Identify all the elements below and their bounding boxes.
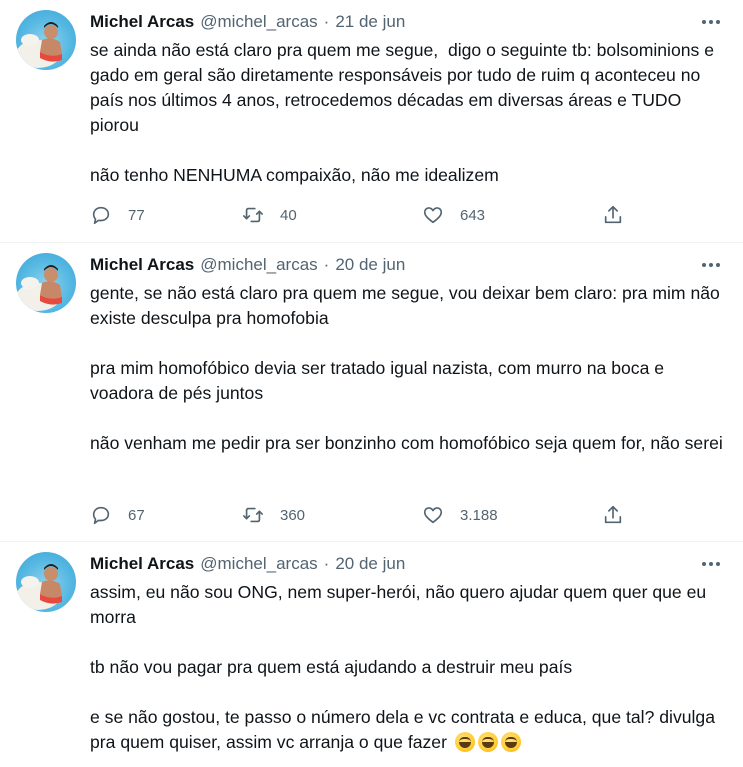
author-handle[interactable]: @michel_arcas [200, 12, 318, 31]
more-dot-icon [702, 263, 706, 267]
more-dot-icon [702, 20, 706, 24]
more-dot-icon [702, 562, 706, 566]
tweet-date[interactable]: 21 de jun [335, 12, 406, 31]
share-icon [602, 204, 624, 226]
reply-count: 67 [128, 506, 145, 524]
avatar-photo-icon [16, 10, 76, 70]
tweet-date[interactable]: 20 de jun [335, 255, 406, 274]
heart-icon [422, 504, 444, 526]
avatar-photo-icon [16, 552, 76, 612]
reply-icon [90, 204, 112, 226]
heart-icon [422, 204, 444, 226]
retweet-icon [242, 204, 264, 226]
tweet-paragraph: se ainda não está claro pra quem me segue, digo o seguinte tb: bolsominions e gado em geral são diretamente responsáveis por tudo de ruim q aconteceu no país nos últimos 4 anos, retrocedemos décadas em diversas áreas e TUDO piorou [90, 40, 719, 135]
more-dot-icon [716, 20, 720, 24]
tweet-date[interactable]: 20 de jun [335, 554, 406, 573]
tweet-header [90, 12, 727, 36]
retweet-button[interactable] [242, 504, 422, 526]
tweet-paragraph: assim, eu não sou ONG, nem super-herói, não quero ajudar quem quer que eu morra [90, 582, 712, 627]
separator-dot: · [323, 554, 330, 573]
reply-count: 77 [128, 206, 145, 224]
more-dot-icon [716, 263, 720, 267]
more-options-button[interactable] [701, 257, 721, 273]
author-name[interactable]: Michel Arcas [90, 554, 195, 573]
reply-icon [90, 504, 112, 526]
author-handle[interactable]: @michel_arcas [200, 255, 318, 274]
like-button[interactable] [422, 204, 602, 226]
tweet-paragraph: e se não gostou, te passo o número dela e vc contrata e educa, que tal? divulga pra quem quiser, assim vc arranja o que fazer [90, 707, 720, 752]
share-button[interactable] [602, 204, 632, 226]
tweet-paragraph-last [90, 705, 727, 755]
avatar[interactable] [16, 10, 76, 70]
avatar[interactable] [16, 552, 76, 612]
like-count: 3.188 [460, 506, 498, 524]
more-options-button[interactable] [701, 14, 721, 30]
tweet-text [90, 580, 727, 755]
tweet-header [90, 255, 727, 279]
tweet[interactable] [0, 243, 743, 542]
retweet-count: 360 [280, 506, 306, 524]
retweet-count: 40 [280, 206, 297, 224]
author-name[interactable]: Michel Arcas [90, 255, 195, 274]
retweet-icon [242, 504, 264, 526]
more-dot-icon [709, 20, 713, 24]
share-icon [602, 504, 624, 526]
author-name[interactable]: Michel Arcas [90, 12, 195, 31]
tweet-actions [90, 203, 727, 227]
grinning-face-icon [478, 732, 498, 752]
tweet-paragraph: pra mim homofóbico devia ser tratado igual nazista, com murro na boca e voadora de pés juntos [90, 358, 669, 403]
reply-button[interactable] [90, 504, 242, 526]
author-handle[interactable]: @michel_arcas [200, 554, 318, 573]
tweet-text [90, 281, 727, 456]
separator-dot: · [323, 12, 330, 31]
like-button[interactable] [422, 504, 602, 526]
grinning-face-icon [455, 732, 475, 752]
tweet-header [90, 554, 727, 578]
more-dot-icon [716, 562, 720, 566]
more-dot-icon [709, 263, 713, 267]
tweet-actions [90, 503, 727, 527]
tweet-text [90, 38, 727, 188]
retweet-button[interactable] [242, 204, 422, 226]
tweet-paragraph: não tenho NENHUMA compaixão, não me idealizem [90, 165, 499, 185]
more-dot-icon [709, 562, 713, 566]
like-count: 643 [460, 206, 486, 224]
share-button[interactable] [602, 504, 632, 526]
tweet-paragraph: não venham me pedir pra ser bonzinho com homofóbico seja quem for, não serei [90, 433, 723, 453]
avatar[interactable] [16, 253, 76, 313]
tweet[interactable] [0, 0, 743, 243]
more-options-button[interactable] [701, 556, 721, 572]
avatar-photo-icon [16, 253, 76, 313]
tweet-paragraph: tb não vou pagar pra quem está ajudando a destruir meu país [90, 657, 573, 677]
grinning-face-icon [501, 732, 521, 752]
tweet-paragraph: gente, se não está claro pra quem me segue, vou deixar bem claro: pra mim não existe desculpa pra homofobia [90, 283, 725, 328]
tweet[interactable] [0, 542, 743, 767]
separator-dot: · [323, 255, 330, 274]
reply-button[interactable] [90, 204, 242, 226]
